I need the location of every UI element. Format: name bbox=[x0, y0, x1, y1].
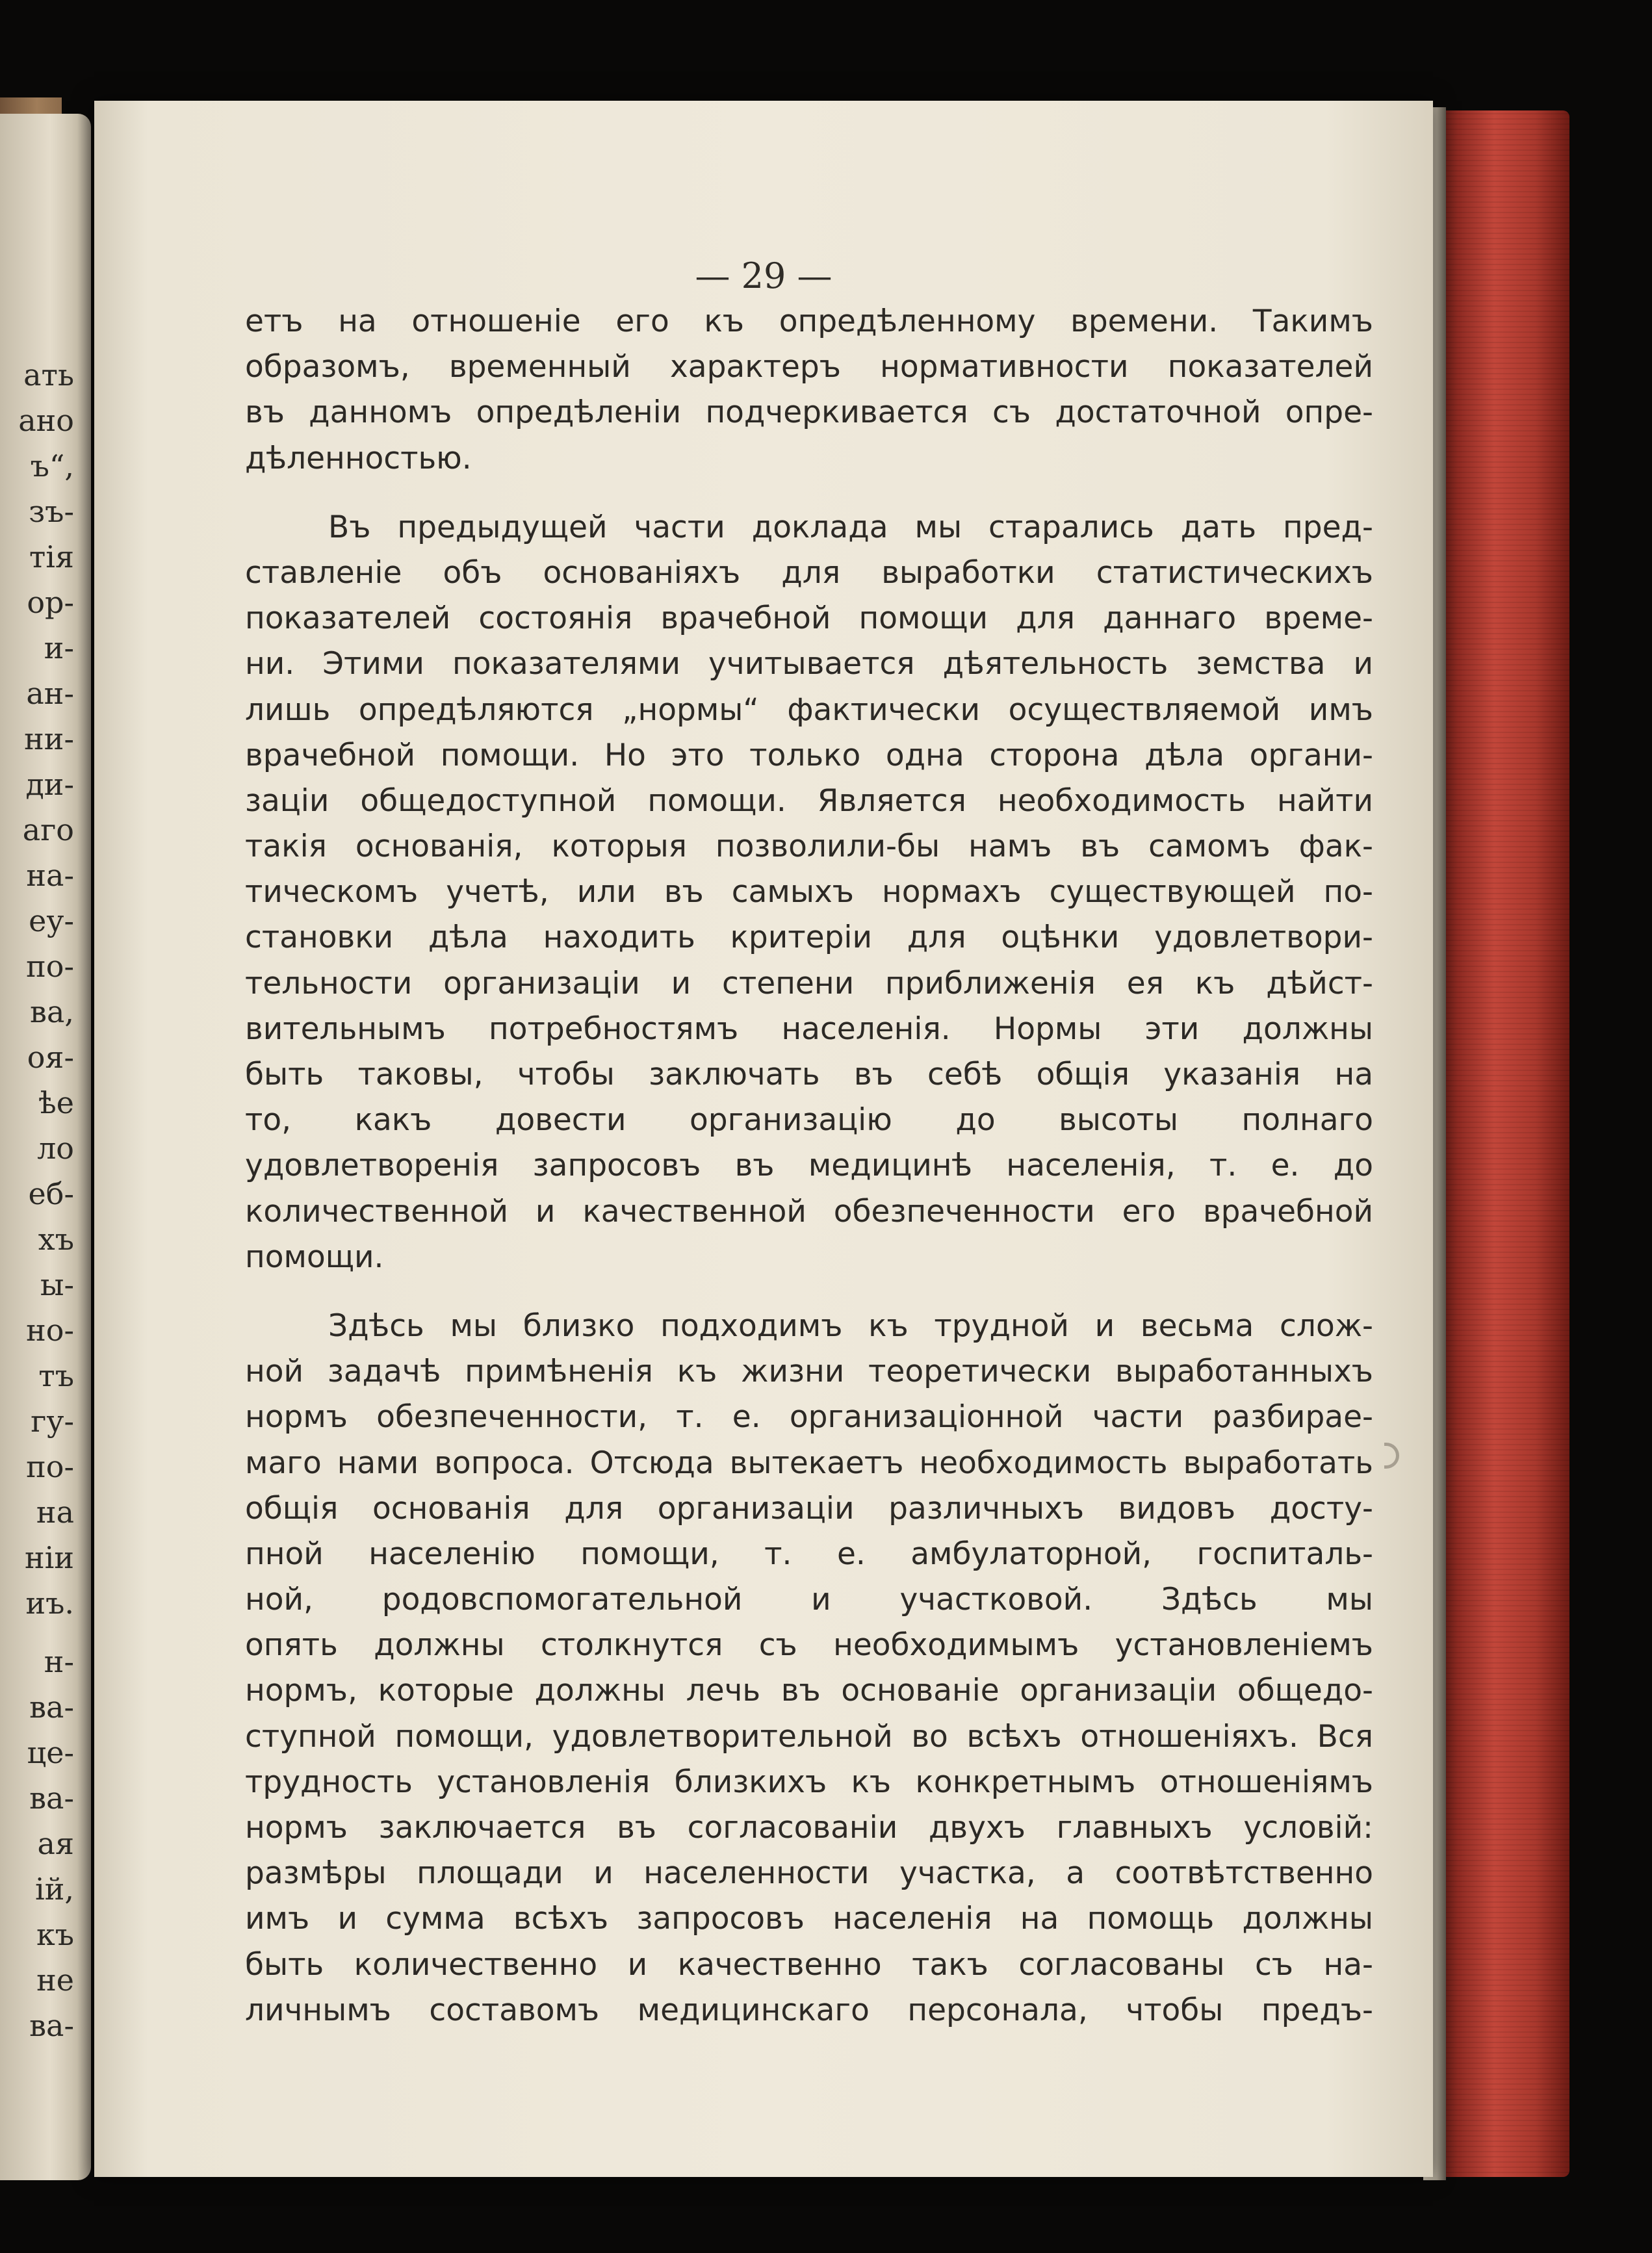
text-line: образомъ, временный характеръ нормативности показателей bbox=[245, 349, 1373, 385]
text-line: нормъ, которые должны лечь въ основаніе организаціи общедо- bbox=[245, 1673, 1373, 1709]
left-page-fragment: къ bbox=[36, 1917, 74, 1952]
text-line: маго нами вопроса. Отсюда вытекаетъ необходимость выработать bbox=[245, 1445, 1373, 1481]
left-page-fragment: оя- bbox=[27, 1040, 74, 1075]
text-line: ступной помощи, удовлетворительной во всѣхъ отношеніяхъ. Вся bbox=[245, 1718, 1373, 1755]
left-page-fragment: на bbox=[36, 1495, 74, 1530]
left-page-fragment: н- bbox=[44, 1644, 74, 1679]
left-page-fragment: по- bbox=[26, 949, 74, 984]
text-line: становки дѣла находить критеріи для оцѣнки удовлетвори- bbox=[245, 920, 1373, 956]
left-page-fragment: по- bbox=[26, 1449, 74, 1484]
text-line: быть таковы, чтобы заключать въ себѣ общія указанія на bbox=[245, 1057, 1373, 1092]
left-page-fragment: ва, bbox=[30, 994, 74, 1029]
book-page bbox=[94, 101, 1433, 2177]
left-page-fragment: ъ“, bbox=[30, 448, 74, 483]
text-line: то, какъ довести организацію до высоты полнаго bbox=[245, 1102, 1373, 1139]
left-page-fragment: ано bbox=[18, 403, 74, 438]
left-page-fragment: иъ. bbox=[25, 1586, 74, 1621]
text-line: показателей состоянія врачебной помощи для даннаго време- bbox=[245, 600, 1373, 637]
text-line: трудность установленія близкихъ къ конкретнымъ отношеніямъ bbox=[245, 1764, 1373, 1800]
text-line: опять должны столкнутся съ необходимымъ установленіемъ bbox=[245, 1627, 1373, 1664]
text-line: пной населенію помощи, т. е. амбулаторной, госпиталь- bbox=[245, 1536, 1373, 1572]
text-line: вительнымъ потребностямъ населенія. Нормы эти должны bbox=[245, 1011, 1373, 1047]
left-page-fragment: зъ- bbox=[29, 494, 74, 529]
text-line: размѣры площади и населенности участка, а соотвѣтственно bbox=[245, 1855, 1373, 1892]
left-page-edge bbox=[0, 114, 91, 2180]
left-page-fragment: ва- bbox=[29, 2008, 74, 2043]
left-page-fragment: еу- bbox=[29, 903, 74, 938]
page-number: — 29 — bbox=[695, 255, 832, 296]
left-page-fragment: на- bbox=[26, 858, 74, 893]
left-page-fragment: еб- bbox=[28, 1176, 74, 1211]
text-line: етъ на отношеніе его къ опредѣленному времени. Такимъ bbox=[245, 303, 1373, 339]
left-page-fragment: ая bbox=[37, 1826, 74, 1861]
left-page-fragment: и- bbox=[44, 630, 74, 665]
left-page-fragment: ди- bbox=[25, 767, 74, 802]
cover-texture bbox=[1433, 110, 1569, 2177]
text-line: ной задачѣ примѣненія къ жизни теоретически выработанныхъ bbox=[245, 1354, 1373, 1390]
text-line: врачебной помощи. Но это только одна сторона дѣла органи- bbox=[245, 737, 1373, 773]
text-line: такія основанія, которыя позволили-бы намъ въ самомъ фак- bbox=[245, 829, 1373, 865]
left-page-fragment: но- bbox=[26, 1313, 74, 1348]
left-page-fragment: ы- bbox=[40, 1267, 74, 1302]
left-page-fragment: не bbox=[36, 1963, 74, 1998]
text-line: быть количественно и качественно такъ согласованы съ на- bbox=[245, 1946, 1373, 1983]
text-line: ставленіе объ основаніяхъ для выработки статистическихъ bbox=[245, 554, 1373, 591]
left-page-fragment: ѣе bbox=[38, 1085, 74, 1120]
left-page-fragment: ніи bbox=[24, 1540, 74, 1575]
left-page-fragment: ло bbox=[37, 1131, 74, 1166]
text-line: количественной и качественной обезпеченности его врачебной bbox=[245, 1193, 1373, 1229]
left-page-fragment: ни- bbox=[24, 721, 74, 756]
text-line: общія основанія для организаціи различныхъ видовъ досту- bbox=[245, 1490, 1373, 1526]
text-line: ной, родовспомогательной и участковой. Здѣсь мы bbox=[245, 1582, 1373, 1618]
left-page-fragment: тія bbox=[29, 539, 74, 574]
text-line: удовлетворенія запросовъ въ медицинѣ населенія, т. е. до bbox=[245, 1148, 1373, 1184]
page-body bbox=[245, 299, 1373, 2033]
text-line: лишь опредѣляются „нормы“ фактически осуществляемой имъ bbox=[245, 691, 1373, 728]
text-line: помощи. bbox=[245, 1239, 384, 1275]
left-page-fragment: ва- bbox=[29, 1690, 74, 1725]
text-line: ни. Этими показателями учитывается дѣятельность земства и bbox=[245, 646, 1373, 682]
text-line: тическомъ учетѣ, или въ самыхъ нормахъ существующей по- bbox=[245, 874, 1373, 910]
left-page-fragment: тъ bbox=[38, 1358, 74, 1393]
left-page-fragment: ва- bbox=[29, 1781, 74, 1816]
text-line: Въ предыдущей части доклада мы старались дать пред- bbox=[328, 509, 1373, 545]
left-page-fragment: хъ bbox=[38, 1222, 74, 1257]
text-line: нормъ заключается въ согласованіи двухъ главныхъ условій: bbox=[245, 1810, 1373, 1846]
text-line: Здѣсь мы близко подходимъ къ трудной и весьма слож- bbox=[328, 1307, 1373, 1344]
left-page-fragment: ій, bbox=[35, 1872, 74, 1907]
left-page-fragment: це- bbox=[27, 1735, 74, 1770]
left-page-fragment: аго bbox=[22, 812, 74, 847]
red-book-cover bbox=[1433, 110, 1569, 2177]
left-page-fragment: ать bbox=[23, 357, 74, 393]
text-line: нормъ обезпеченности, т. е. организаціонной части разбирае- bbox=[245, 1399, 1373, 1435]
text-line: дѣленностью. bbox=[245, 440, 472, 476]
left-page-fragment: ан- bbox=[26, 676, 74, 711]
text-line: заціи общедоступной помощи. Является необходимость найти bbox=[245, 782, 1373, 819]
text-line: въ данномъ опредѣленіи подчеркивается съ достаточной опре- bbox=[245, 394, 1373, 431]
text-line: имъ и сумма всѣхъ запросовъ населенія на помощь должны bbox=[245, 1901, 1373, 1937]
left-page-fragment: гу- bbox=[31, 1404, 74, 1439]
left-page-fragment: ор- bbox=[27, 585, 74, 620]
text-line: тельности организаціи и степени приближенія ея къ дѣйст- bbox=[245, 965, 1373, 1001]
margin-pencil-mark bbox=[1384, 1443, 1399, 1469]
text-line: личнымъ составомъ медицинскаго персонала, чтобы предъ- bbox=[245, 1992, 1373, 2028]
